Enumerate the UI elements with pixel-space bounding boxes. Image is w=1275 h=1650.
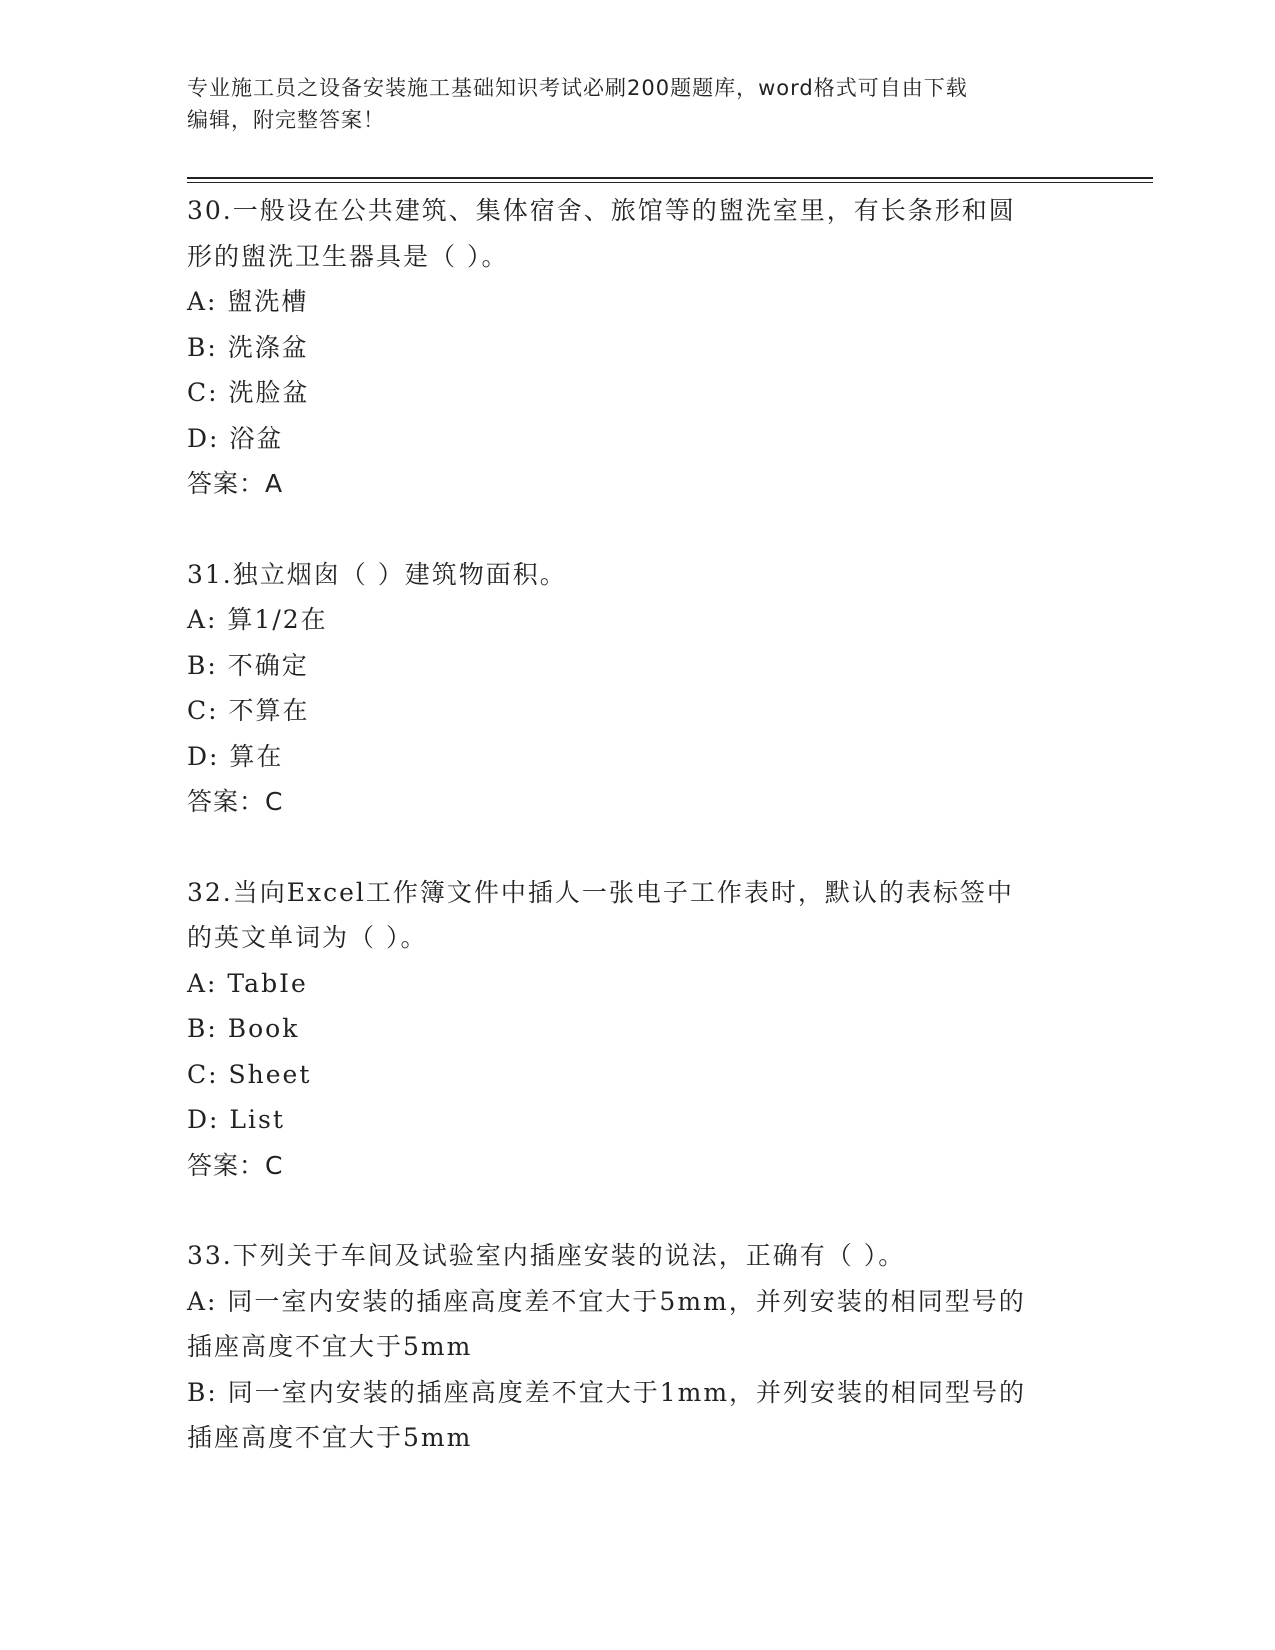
- option-a: A: 盥洗槽: [187, 287, 309, 316]
- question-stem: 30.一般设在公共建筑、集体宿舍、旅馆等的盥洗室里，有长条形和圆: [187, 196, 1016, 225]
- question-stem-continued: 形的盥洗卫生器具是（ ）。: [187, 241, 509, 271]
- option-a: A: TabIe: [187, 968, 308, 998]
- question-list: [187, 188, 1087, 1506]
- answer: 答案：A: [187, 469, 284, 498]
- option-c: C: 不算在: [187, 696, 310, 725]
- question-33: [187, 1233, 1087, 1461]
- option-b: B: 同一室内安装的插座高度差不宜大于1mm，并列安装的相同型号的: [187, 1377, 1027, 1407]
- option-c: C: Sheet: [187, 1059, 312, 1089]
- option-d: D: 浴盆: [187, 423, 284, 453]
- option-c: C: 洗脸盆: [187, 378, 310, 407]
- question-stem: 32.当向Excel工作簿文件中插人一张电子工作表时，默认的表标签中: [187, 877, 1014, 907]
- header-rule-thin: [187, 182, 1153, 183]
- option-a: A: 算1/2在: [187, 605, 328, 634]
- header-line-1: 专业施工员之设备安装施工基础知识考试必刷200题题库，word格式可自由下载: [187, 76, 968, 100]
- question-stem-continued: 的英文单词为（ ）。: [187, 923, 428, 952]
- question-stem: 33.下列关于车间及试验室内插座安装的说法，正确有（ ）。: [187, 1241, 906, 1270]
- option-a: A: 同一室内安装的插座高度差不宜大于5mm，并列安装的相同型号的: [187, 1286, 1026, 1316]
- question-31: [187, 552, 1087, 825]
- answer: 答案：C: [187, 787, 284, 816]
- answer: 答案：C: [187, 1150, 284, 1180]
- option-d: D: 算在: [187, 741, 284, 771]
- document-header: [187, 72, 1067, 136]
- option-b: B: Book: [187, 1014, 300, 1043]
- option-b: B: 洗涤盆: [187, 332, 309, 362]
- option-b: B: 不确定: [187, 650, 309, 680]
- question-32: [187, 870, 1087, 1189]
- question-30: [187, 188, 1087, 507]
- option-b-continued: 插座高度不宜大于5mm: [187, 1423, 473, 1452]
- header-line-2: 编辑，附完整答案！: [187, 108, 385, 132]
- header-rule-thick: [187, 177, 1153, 179]
- option-a-continued: 插座高度不宜大于5mm: [187, 1332, 473, 1361]
- question-stem: 31.独立烟囱（ ）建筑物面积。: [187, 559, 567, 589]
- option-d: D: List: [187, 1105, 285, 1134]
